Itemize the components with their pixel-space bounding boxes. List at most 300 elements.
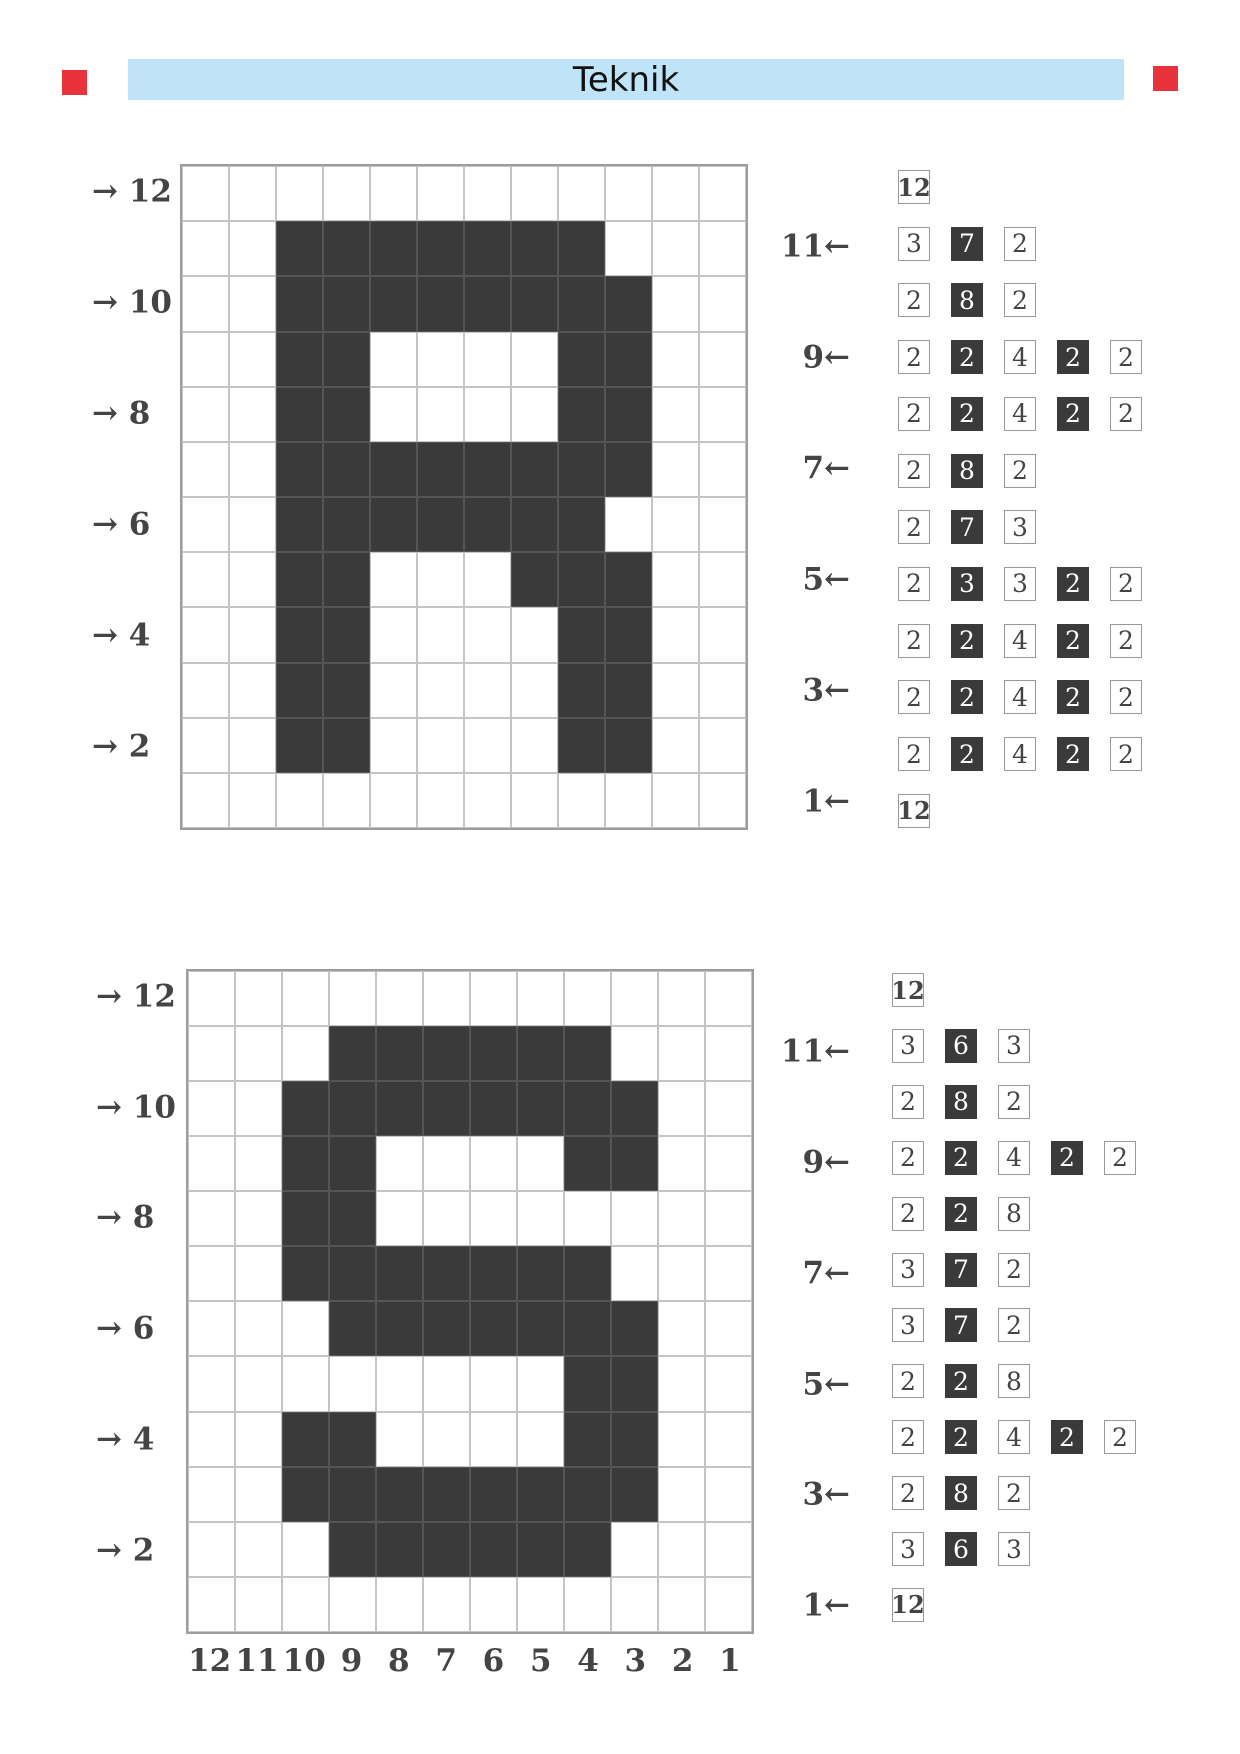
grid-cell[interactable] — [376, 1026, 423, 1081]
grid-cell[interactable] — [376, 1191, 423, 1246]
grid-cell[interactable] — [517, 1081, 564, 1136]
grid-cell[interactable] — [652, 773, 699, 828]
grid-cell[interactable] — [558, 166, 605, 221]
grid-cell[interactable] — [370, 166, 417, 221]
row-label-right: 7← — [802, 450, 850, 487]
grid-cell[interactable] — [235, 1522, 282, 1577]
grid-cell[interactable] — [417, 663, 464, 718]
grid-cell[interactable] — [235, 1191, 282, 1246]
grid-cell[interactable] — [464, 166, 511, 221]
grid-cell[interactable] — [282, 1191, 329, 1246]
grid-cell[interactable] — [611, 1136, 658, 1191]
grid-cell[interactable] — [276, 221, 323, 276]
grid-cell[interactable] — [188, 1136, 235, 1191]
grid-cell[interactable] — [417, 497, 464, 552]
grid-cell[interactable] — [423, 1522, 470, 1577]
grid-cell[interactable] — [229, 442, 276, 497]
grid-cell[interactable] — [699, 497, 746, 552]
grid-cell[interactable] — [517, 971, 564, 1026]
grid-cell[interactable] — [470, 1246, 517, 1301]
grid-cell[interactable] — [188, 1081, 235, 1136]
grid-cell[interactable] — [376, 1467, 423, 1522]
grid-cell[interactable] — [188, 1301, 235, 1356]
grid-cell[interactable] — [417, 332, 464, 387]
grid-cell[interactable] — [464, 442, 511, 497]
grid-cell[interactable] — [605, 387, 652, 442]
clue-row — [892, 1029, 1051, 1063]
grid-cell[interactable] — [188, 1246, 235, 1301]
grid-cell[interactable] — [564, 1522, 611, 1577]
grid-cell[interactable] — [370, 718, 417, 773]
grid-cell[interactable] — [517, 1301, 564, 1356]
grid-cell[interactable] — [329, 1577, 376, 1632]
grid-cell[interactable] — [658, 1577, 705, 1632]
grid-cell[interactable] — [376, 1136, 423, 1191]
grid-cell[interactable] — [558, 332, 605, 387]
grid-cell[interactable] — [329, 1301, 376, 1356]
grid-cell[interactable] — [423, 1191, 470, 1246]
grid-cell[interactable] — [276, 497, 323, 552]
grid-cell[interactable] — [511, 607, 558, 662]
grid-cell[interactable] — [182, 276, 229, 331]
grid-cell[interactable] — [282, 971, 329, 1026]
grid-cell[interactable] — [235, 1081, 282, 1136]
grid-cell[interactable] — [470, 1467, 517, 1522]
grid-cell[interactable] — [652, 718, 699, 773]
clue-box-empty: 12 — [892, 1588, 924, 1622]
grid-cell[interactable] — [282, 1081, 329, 1136]
grid-cell[interactable] — [658, 1026, 705, 1081]
grid-cell[interactable] — [611, 1467, 658, 1522]
grid-cell[interactable] — [417, 442, 464, 497]
grid-cell[interactable] — [235, 1246, 282, 1301]
grid-cell[interactable] — [188, 1026, 235, 1081]
clue-row — [892, 1588, 945, 1622]
grid-cell[interactable] — [558, 497, 605, 552]
grid-cell[interactable] — [564, 1246, 611, 1301]
grid-cell[interactable] — [376, 1577, 423, 1632]
grid-cell[interactable] — [182, 607, 229, 662]
grid-cell[interactable] — [423, 1467, 470, 1522]
grid-cell[interactable] — [182, 166, 229, 221]
clue-box-filled: 2 — [945, 1420, 977, 1454]
clue-box-empty: 2 — [1110, 340, 1142, 374]
grid-cell[interactable] — [517, 1577, 564, 1632]
grid-cell[interactable] — [658, 1246, 705, 1301]
grid-cell[interactable] — [182, 497, 229, 552]
grid-cell[interactable] — [705, 971, 752, 1026]
grid-cell[interactable] — [558, 552, 605, 607]
grid-cell[interactable] — [470, 971, 517, 1026]
grid-cell[interactable] — [323, 332, 370, 387]
grid-cell[interactable] — [370, 332, 417, 387]
grid-cell[interactable] — [611, 1301, 658, 1356]
grid-cell[interactable] — [282, 1301, 329, 1356]
grid-cell[interactable] — [323, 552, 370, 607]
clue-box-empty: 2 — [898, 680, 930, 714]
grid-cell[interactable] — [652, 552, 699, 607]
grid-cell[interactable] — [464, 221, 511, 276]
grid-cell[interactable] — [423, 1026, 470, 1081]
grid-cell[interactable] — [517, 1136, 564, 1191]
grid-cell[interactable] — [699, 332, 746, 387]
grid-cell[interactable] — [658, 971, 705, 1026]
grid-cell[interactable] — [229, 663, 276, 718]
clue-box-empty: 3 — [1004, 510, 1036, 544]
grid-cell[interactable] — [417, 718, 464, 773]
grid-cell[interactable] — [229, 773, 276, 828]
grid-cell[interactable] — [423, 1412, 470, 1467]
grid-cell[interactable] — [188, 1467, 235, 1522]
grid-cell[interactable] — [605, 442, 652, 497]
grid-cell[interactable] — [282, 1522, 329, 1577]
grid-cell[interactable] — [699, 773, 746, 828]
grid-cell[interactable] — [511, 718, 558, 773]
grid-cell[interactable] — [470, 1301, 517, 1356]
grid-cell[interactable] — [235, 1026, 282, 1081]
grid-cell[interactable] — [229, 552, 276, 607]
grid-cell[interactable] — [276, 552, 323, 607]
grid-cell[interactable] — [652, 387, 699, 442]
grid-cell[interactable] — [423, 1246, 470, 1301]
grid-cell[interactable] — [370, 497, 417, 552]
grid-cell[interactable] — [699, 607, 746, 662]
grid-cell[interactable] — [564, 1577, 611, 1632]
grid-cell[interactable] — [511, 442, 558, 497]
grid-cell[interactable] — [423, 1577, 470, 1632]
grid-cell[interactable] — [605, 497, 652, 552]
grid-cell[interactable] — [376, 1356, 423, 1411]
grid-cell[interactable] — [370, 387, 417, 442]
grid-cell[interactable] — [699, 276, 746, 331]
grid-cell[interactable] — [464, 276, 511, 331]
grid-cell[interactable] — [652, 166, 699, 221]
grid-cell[interactable] — [705, 1412, 752, 1467]
grid-cell[interactable] — [652, 276, 699, 331]
grid-cell[interactable] — [417, 221, 464, 276]
grid-cell[interactable] — [276, 773, 323, 828]
grid-cell[interactable] — [558, 663, 605, 718]
grid-cell[interactable] — [423, 1356, 470, 1411]
grid-cell[interactable] — [517, 1026, 564, 1081]
grid-cell[interactable] — [464, 773, 511, 828]
grid-cell[interactable] — [329, 1246, 376, 1301]
grid-cell[interactable] — [605, 221, 652, 276]
grid-cell[interactable] — [282, 1026, 329, 1081]
clue-box-empty: 2 — [998, 1253, 1030, 1287]
grid-cell[interactable] — [370, 663, 417, 718]
grid-cell[interactable] — [235, 1356, 282, 1411]
grid-cell[interactable] — [511, 773, 558, 828]
grid-cell[interactable] — [376, 1412, 423, 1467]
grid-cell[interactable] — [276, 442, 323, 497]
clue-row — [898, 794, 951, 828]
clue-row — [898, 510, 1057, 544]
grid-cell[interactable] — [464, 332, 511, 387]
grid-cell[interactable] — [182, 663, 229, 718]
grid-cell[interactable] — [705, 1136, 752, 1191]
grid-cell[interactable] — [699, 166, 746, 221]
grid-cell[interactable] — [511, 497, 558, 552]
grid-cell[interactable] — [182, 332, 229, 387]
grid-cell[interactable] — [564, 971, 611, 1026]
grid-cell[interactable] — [699, 552, 746, 607]
grid-cell[interactable] — [329, 1081, 376, 1136]
grid-cell[interactable] — [329, 1467, 376, 1522]
grid-cell[interactable] — [235, 1301, 282, 1356]
grid-cell[interactable] — [564, 1467, 611, 1522]
grid-cell[interactable] — [658, 1356, 705, 1411]
grid-cell[interactable] — [558, 442, 605, 497]
grid-cell[interactable] — [276, 663, 323, 718]
grid-cell[interactable] — [423, 1136, 470, 1191]
grid-cell[interactable] — [323, 276, 370, 331]
grid-cell[interactable] — [229, 332, 276, 387]
grid-cell[interactable] — [705, 1191, 752, 1246]
grid-cell[interactable] — [517, 1191, 564, 1246]
grid-cell[interactable] — [464, 663, 511, 718]
grid-cell[interactable] — [705, 1026, 752, 1081]
grid-cell[interactable] — [188, 1577, 235, 1632]
grid-cell[interactable] — [329, 1356, 376, 1411]
grid-cell[interactable] — [652, 497, 699, 552]
grid-cell[interactable] — [423, 1301, 470, 1356]
grid-cell[interactable] — [188, 1356, 235, 1411]
grid-cell[interactable] — [182, 442, 229, 497]
grid-cell[interactable] — [276, 332, 323, 387]
grid-cell[interactable] — [235, 1412, 282, 1467]
grid-cell[interactable] — [558, 607, 605, 662]
grid-cell[interactable] — [182, 552, 229, 607]
grid-cell[interactable] — [470, 1191, 517, 1246]
grid-cell[interactable] — [370, 607, 417, 662]
grid-cell[interactable] — [705, 1522, 752, 1577]
grid-cell[interactable] — [370, 221, 417, 276]
grid-cell[interactable] — [329, 1191, 376, 1246]
grid-cell[interactable] — [652, 332, 699, 387]
grid-cell[interactable] — [376, 1301, 423, 1356]
grid-cell[interactable] — [376, 971, 423, 1026]
grid-cell[interactable] — [658, 1136, 705, 1191]
grid-cell[interactable] — [470, 1577, 517, 1632]
grid-cell[interactable] — [611, 1412, 658, 1467]
grid-cell[interactable] — [564, 1191, 611, 1246]
grid-cell[interactable] — [558, 387, 605, 442]
grid-cell[interactable] — [323, 497, 370, 552]
grid-cell[interactable] — [323, 718, 370, 773]
grid-cell[interactable] — [605, 607, 652, 662]
grid-cell[interactable] — [699, 221, 746, 276]
grid-cell[interactable] — [558, 718, 605, 773]
grid-cell[interactable] — [417, 552, 464, 607]
grid-cell[interactable] — [699, 663, 746, 718]
grid-cell[interactable] — [323, 773, 370, 828]
grid-cell[interactable] — [511, 663, 558, 718]
grid-cell[interactable] — [611, 971, 658, 1026]
grid-cell[interactable] — [282, 1467, 329, 1522]
grid-cell[interactable] — [229, 718, 276, 773]
grid-cell[interactable] — [188, 1522, 235, 1577]
grid-cell[interactable] — [658, 1191, 705, 1246]
grid-cell[interactable] — [417, 773, 464, 828]
grid-cell[interactable] — [611, 1026, 658, 1081]
grid-cell[interactable] — [658, 1081, 705, 1136]
grid-cell[interactable] — [470, 1081, 517, 1136]
grid-cell[interactable] — [323, 166, 370, 221]
grid-cell[interactable] — [564, 1356, 611, 1411]
grid-cell[interactable] — [558, 221, 605, 276]
grid-cell[interactable] — [282, 1577, 329, 1632]
grid-cell[interactable] — [699, 442, 746, 497]
grid-cell[interactable] — [605, 663, 652, 718]
grid-cell[interactable] — [470, 1356, 517, 1411]
grid-cell[interactable] — [658, 1412, 705, 1467]
grid-cell[interactable] — [611, 1522, 658, 1577]
grid-cell[interactable] — [182, 773, 229, 828]
grid-cell[interactable] — [611, 1577, 658, 1632]
grid-cell[interactable] — [611, 1191, 658, 1246]
grid-cell[interactable] — [699, 387, 746, 442]
grid-cell[interactable] — [517, 1522, 564, 1577]
grid-cell[interactable] — [611, 1081, 658, 1136]
grid-cell[interactable] — [605, 276, 652, 331]
grid-cell[interactable] — [276, 276, 323, 331]
grid-cell[interactable] — [605, 332, 652, 387]
grid-cell[interactable] — [705, 1577, 752, 1632]
grid-cell[interactable] — [705, 1467, 752, 1522]
grid-cell[interactable] — [235, 1577, 282, 1632]
grid-cell[interactable] — [705, 1081, 752, 1136]
grid-cell[interactable] — [329, 1136, 376, 1191]
grid-cell[interactable] — [652, 663, 699, 718]
grid-cell[interactable] — [376, 1246, 423, 1301]
grid-cell[interactable] — [464, 552, 511, 607]
grid-cell[interactable] — [329, 1412, 376, 1467]
grid-cell[interactable] — [229, 497, 276, 552]
grid-cell[interactable] — [611, 1246, 658, 1301]
grid-cell[interactable] — [188, 971, 235, 1026]
grid-cell[interactable] — [276, 166, 323, 221]
grid-cell[interactable] — [658, 1522, 705, 1577]
grid-cell[interactable] — [188, 1191, 235, 1246]
grid-cell[interactable] — [464, 497, 511, 552]
grid-cell[interactable] — [417, 387, 464, 442]
grid-cell[interactable] — [329, 1026, 376, 1081]
grid-cell[interactable] — [229, 221, 276, 276]
grid-cell[interactable] — [564, 1412, 611, 1467]
grid-cell[interactable] — [417, 276, 464, 331]
grid-cell[interactable] — [470, 1412, 517, 1467]
grid-cell[interactable] — [282, 1136, 329, 1191]
grid-cell[interactable] — [558, 276, 605, 331]
grid-cell[interactable] — [658, 1301, 705, 1356]
grid-cell[interactable] — [558, 773, 605, 828]
grid-cell[interactable] — [605, 718, 652, 773]
grid-cell[interactable] — [517, 1356, 564, 1411]
grid-cell[interactable] — [235, 1467, 282, 1522]
grid-cell[interactable] — [282, 1356, 329, 1411]
grid-cell[interactable] — [188, 1412, 235, 1467]
grid-cell[interactable] — [605, 166, 652, 221]
grid-cell[interactable] — [564, 1136, 611, 1191]
grid-cell[interactable] — [182, 718, 229, 773]
grid-cell[interactable] — [517, 1246, 564, 1301]
grid-cell[interactable] — [464, 718, 511, 773]
grid-cell[interactable] — [611, 1356, 658, 1411]
grid-cell[interactable] — [517, 1467, 564, 1522]
grid-cell[interactable] — [370, 442, 417, 497]
grid-cell[interactable] — [235, 1136, 282, 1191]
grid-cell[interactable] — [282, 1246, 329, 1301]
clue-box-filled: 2 — [1051, 1141, 1083, 1175]
grid-cell[interactable] — [470, 1136, 517, 1191]
grid-cell[interactable] — [423, 1081, 470, 1136]
grid-cell[interactable] — [699, 718, 746, 773]
grid-cell[interactable] — [511, 552, 558, 607]
grid-cell[interactable] — [470, 1522, 517, 1577]
grid-cell[interactable] — [323, 607, 370, 662]
grid-cell[interactable] — [276, 607, 323, 662]
grid-cell[interactable] — [323, 442, 370, 497]
grid-cell[interactable] — [705, 1356, 752, 1411]
grid-cell[interactable] — [370, 552, 417, 607]
grid-cell[interactable] — [229, 166, 276, 221]
grid-cell[interactable] — [370, 773, 417, 828]
grid-cell[interactable] — [464, 387, 511, 442]
grid-cell[interactable] — [511, 387, 558, 442]
grid-cell[interactable] — [605, 552, 652, 607]
grid-cell[interactable] — [229, 387, 276, 442]
grid-cell[interactable] — [652, 442, 699, 497]
grid-cell[interactable] — [376, 1081, 423, 1136]
grid-cell[interactable] — [564, 1081, 611, 1136]
grid-cell[interactable] — [329, 1522, 376, 1577]
grid-cell[interactable] — [229, 607, 276, 662]
grid-cell[interactable] — [323, 221, 370, 276]
grid-cell[interactable] — [464, 607, 511, 662]
grid-cell[interactable] — [423, 971, 470, 1026]
grid-cell[interactable] — [705, 1246, 752, 1301]
grid-cell[interactable] — [564, 1301, 611, 1356]
grid-cell[interactable] — [235, 971, 282, 1026]
grid-cell[interactable] — [323, 387, 370, 442]
grid-cell[interactable] — [182, 387, 229, 442]
grid-cell[interactable] — [511, 332, 558, 387]
grid-cell[interactable] — [511, 276, 558, 331]
grid-cell[interactable] — [276, 387, 323, 442]
grid-cell[interactable] — [276, 718, 323, 773]
grid-cell[interactable] — [705, 1301, 752, 1356]
grid-cell[interactable] — [417, 166, 464, 221]
grid-cell[interactable] — [511, 221, 558, 276]
grid-cell[interactable] — [658, 1467, 705, 1522]
grid-cell[interactable] — [605, 773, 652, 828]
grid-cell[interactable] — [517, 1412, 564, 1467]
grid-cell[interactable] — [417, 607, 464, 662]
grid-cell[interactable] — [229, 276, 276, 331]
grid-cell[interactable] — [370, 276, 417, 331]
grid-cell[interactable] — [564, 1026, 611, 1081]
grid-cell[interactable] — [652, 221, 699, 276]
grid-cell[interactable] — [511, 166, 558, 221]
grid-cell[interactable] — [182, 221, 229, 276]
grid-cell[interactable] — [329, 971, 376, 1026]
grid-cell[interactable] — [323, 663, 370, 718]
grid-cell[interactable] — [282, 1412, 329, 1467]
grid-cell[interactable] — [376, 1522, 423, 1577]
grid-cell[interactable] — [470, 1026, 517, 1081]
grid-cell[interactable] — [652, 607, 699, 662]
